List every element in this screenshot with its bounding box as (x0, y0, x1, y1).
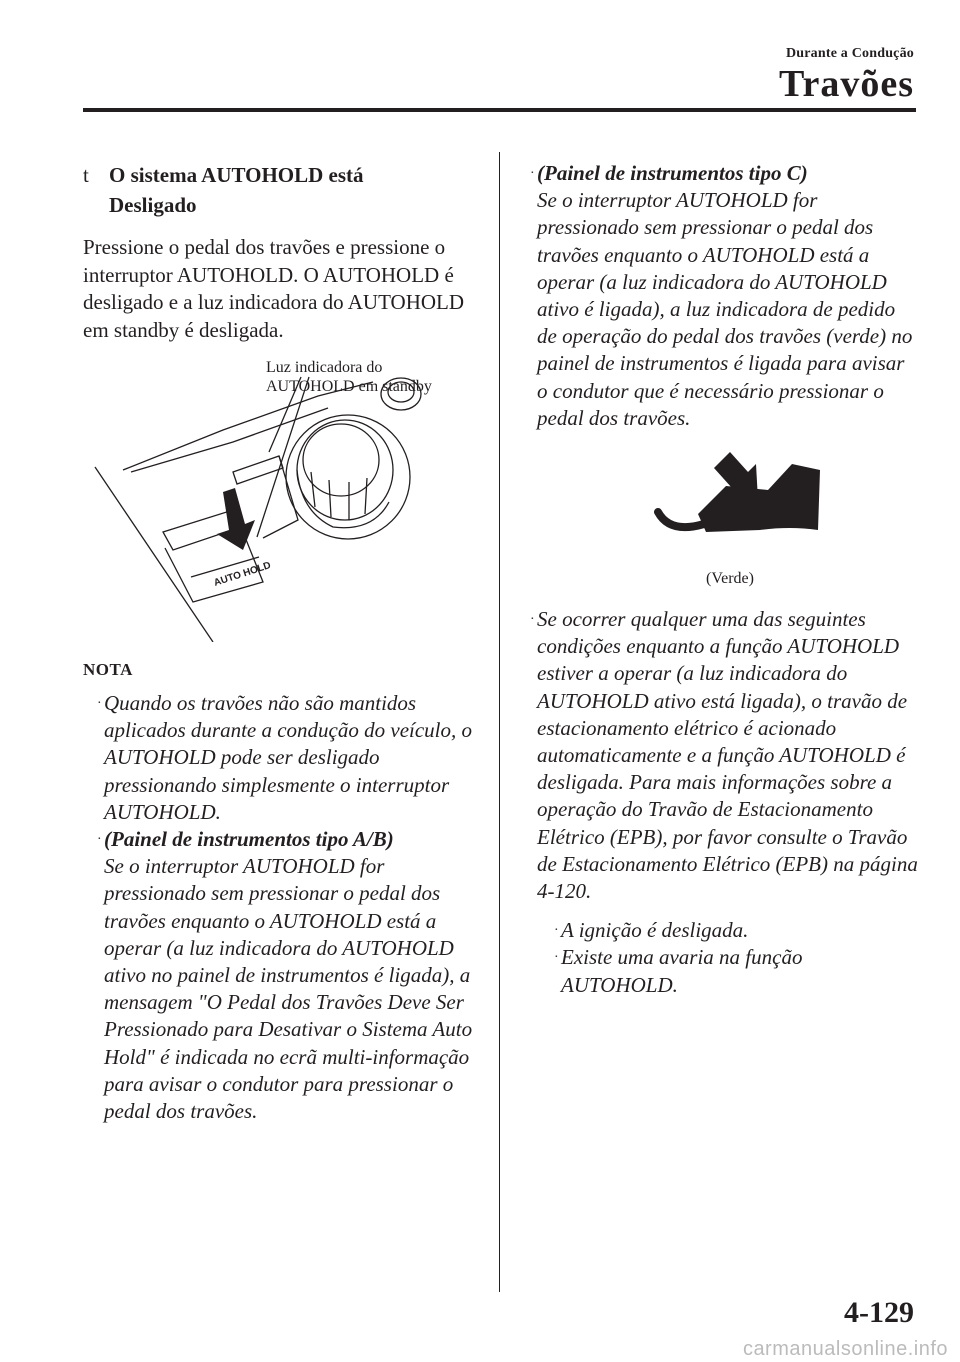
bullet-dot: · (97, 832, 102, 848)
bullet-panel-c (530, 160, 920, 432)
bullet-text: Se ocorrer qualquer uma das seguintes condições enquanto a função AUTOHOLD estiver a operar (a luz indicadora do AUTOHOLD ativo está ligada), o travão de estacionamento elétrico é acionado automaticamente e a função AUTOHOLD é desligada. Para mais informações sobre a operação do Travão de Estacionamento Elétrico (EPB), por favor consulte o Travão de Estacionamento Elétrico (EPB) na página 4-120. (537, 607, 918, 904)
sub-bullet-2 (554, 944, 920, 998)
bullet-head: (Painel de instrumentos tipo A/B) (104, 827, 394, 852)
header-rule (83, 108, 916, 112)
autohold-button-label: AUTO HOLD (212, 560, 273, 589)
bullet-dot: · (554, 923, 559, 939)
right-column (530, 160, 920, 999)
column-divider (499, 152, 500, 1292)
heading-marker: t (83, 163, 89, 187)
heading-text: O sistema AUTOHOLD está Desligado (109, 163, 364, 217)
header-title: Travões (778, 63, 914, 105)
figure-callout-label: Luz indicadora do AUTOHOLD em standby (266, 359, 432, 395)
bullet-text: Existe uma avaria na função AUTOHOLD. (561, 945, 803, 997)
section-heading (83, 160, 473, 220)
bullet-text: A ignição é desligada. (561, 918, 749, 943)
pedal-caption: (Verde) (706, 570, 754, 588)
bullet-text: Quando os travões não são mantidos aplicados durante a condução do veículo, o AUTOHOLD pode ser desligado pressionando simplesmente o interruptor AUTOHOLD. (104, 691, 473, 824)
bullet-dot: · (97, 696, 102, 711)
press-arrow-icon (217, 488, 255, 550)
watermark: carmanualsonline.info (742, 1338, 948, 1360)
bullet-text: Se o interruptor AUTOHOLD for pressionado sem pressionar o pedal dos travões enquanto o AUTOHOLD está a operar (a luz indicadora do AUTOHOLD ativo no painel de instrumentos é ligada), a mensagem "O Pedal dos Travões Deve Ser Pressionado para Desativar o Sistema Auto Hold" é indicada no ecrã multi-informação para avisar o condutor para pressionar o pedal dos travões. (104, 854, 473, 1124)
bullet-dot: · (554, 950, 559, 966)
sub-bullet-1 (554, 917, 920, 944)
bullet-head: (Painel de instrumentos tipo C) (537, 161, 808, 185)
note-bullet-1 (97, 690, 473, 826)
bullet-conditions (530, 606, 920, 905)
bullet-dot: · (530, 612, 535, 628)
autohold-figure (83, 352, 473, 642)
note-title: NOTA (83, 660, 133, 679)
left-column (83, 160, 473, 1125)
page-number: 4-129 (844, 1296, 914, 1329)
bullet-text: Se o interruptor AUTOHOLD for pressionado sem pressionar o pedal dos travões enquanto o AUTOHOLD está a operar (a luz indicadora do AUTOHOLD ativo é ligada), a luz indicadora de pedido de operação do pedal dos travões (verde) no painel de instrumentos é ligada para avisar o condutor que é necessário pressionar o pedal dos travões. (537, 188, 913, 430)
intro-paragraph: Pressione o pedal dos travões e pressione o interruptor AUTOHOLD. O AUTOHOLD é desligado e a luz indicadora do AUTOHOLD em standby é desligada. (83, 235, 465, 342)
bullet-dot: · (530, 166, 535, 181)
brake-pedal-indicator-icon (530, 442, 920, 570)
pedal-figure (530, 442, 920, 570)
note-bullet-2 (97, 826, 473, 1125)
header-chapter: Durante a Condução (785, 46, 914, 61)
